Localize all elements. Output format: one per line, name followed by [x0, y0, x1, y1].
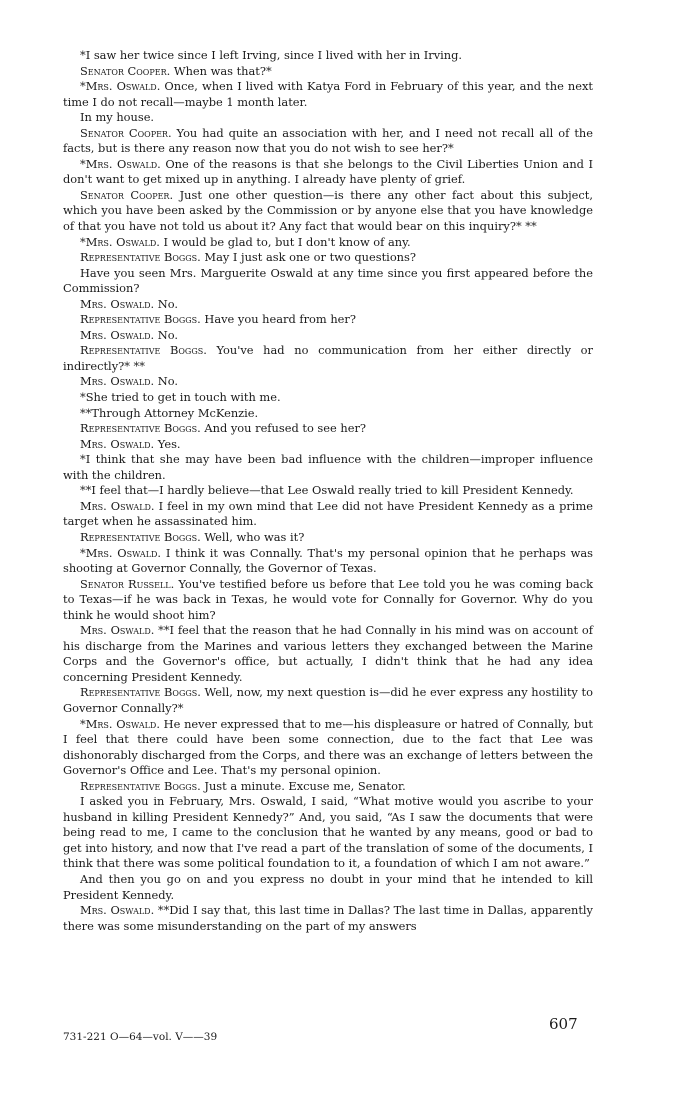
- speaker-name: Representative Boggs.: [80, 778, 201, 793]
- speaker-name: Mrs. Oswald.: [80, 374, 155, 389]
- page-number: 607: [549, 1015, 578, 1033]
- testimony-paragraph: [63, 157, 593, 188]
- speaker-name: Representative Boggs.: [80, 529, 201, 544]
- testimony-paragraph: [63, 499, 593, 530]
- paragraph-text: May I just ask one or two questions?: [200, 250, 416, 265]
- paragraph-text: No.: [154, 374, 179, 389]
- paragraph-text: Well, now, my next question is—did he ever express any hostility to Governor Connally?*: [63, 685, 593, 715]
- testimony-paragraph: [63, 546, 593, 577]
- paragraph-text: *I think that she may have been bad influence with the children—improper influence with the children.: [63, 452, 593, 482]
- speaker-name: *Mrs. Oswald.: [80, 716, 160, 731]
- paragraph-text: And then you go on and you express no doubt in your mind that he intended to kill President Kennedy.: [63, 871, 593, 902]
- speaker-name: Mrs. Oswald.: [80, 623, 155, 638]
- paragraph-text: I feel in my own mind that Lee did not have President Kennedy as a prime target when he assassinated him.: [63, 498, 593, 529]
- speaker-name: Senator Cooper.: [80, 187, 174, 202]
- paragraph-text: Once, when I lived with Katya Ford in February of this year, and the next time I do not recall—maybe 1 month later.: [63, 79, 593, 109]
- paragraph-text: One of the reasons is that she belongs to the Civil Liberties Union and I don't want to get mixed up in anything. I already have plenty of grief.: [63, 156, 593, 187]
- testimony-paragraph: [63, 903, 593, 934]
- testimony-paragraph: [63, 872, 593, 903]
- speaker-name: Representative Boggs.: [80, 343, 207, 358]
- testimony-paragraph: [63, 794, 593, 872]
- paragraph-text: Well, who was it?: [200, 529, 305, 544]
- testimony-paragraph: [63, 530, 593, 546]
- testimony-paragraph: [63, 126, 593, 157]
- testimony-paragraph: [63, 717, 593, 779]
- testimony-paragraph: [63, 79, 593, 110]
- paragraph-text: You had quite an association with her, and I need not recall all of the facts, but is there any reason now that you do not wish to see her?*: [63, 125, 593, 156]
- speaker-name: Mrs. Oswald.: [80, 498, 155, 513]
- testimony-paragraph: [63, 406, 593, 422]
- paragraph-text: **I feel that the reason that he had Connally in his mind was on account of his discharge from the Marines and various letters they exchanged between the Marine Corps and the Governor's office, but actually, I didn't think that he had any idea concerning President Kennedy.: [63, 623, 593, 684]
- testimony-paragraph: [63, 297, 593, 313]
- testimony-paragraph: [63, 328, 593, 344]
- speaker-name: *Mrs. Oswald.: [80, 79, 161, 94]
- testimony-paragraph: [63, 685, 593, 716]
- paragraph-text: I would be glad to, but I don't know of any.: [159, 234, 411, 249]
- paragraph-text: **Through Attorney McKenzie.: [80, 405, 259, 420]
- testimony-paragraph: [63, 64, 593, 80]
- testimony-paragraph: [63, 343, 593, 374]
- paragraph-text: *She tried to get in touch with me.: [80, 390, 281, 405]
- paragraph-text: Just a minute. Excuse me, Senator.: [200, 778, 406, 793]
- print-code: 731-221 O—64—vol. V——39: [63, 1031, 218, 1043]
- testimony-paragraph: [63, 483, 593, 499]
- testimony-paragraph: [63, 312, 593, 328]
- paragraph-text: I asked you in February, Mrs. Oswald, I said, “What motive would you ascribe to your husband in killing President Kennedy?” And, you said, “As I saw the documents that were being read to me, I came to the conclusion that he wanted by any means, good or bad to get into history, and now that I've read a part of the translation of some of the documents, I think that there was some political foundation to it, a foundation of which I am not aware.”: [63, 794, 593, 871]
- testimony-paragraph: [63, 188, 593, 235]
- testimony-paragraph: [63, 421, 593, 437]
- paragraph-text: **Did I say that, this last time in Dallas? The last time in Dallas, apparently there was some misunderstanding on the part of my answers: [63, 903, 593, 933]
- paragraph-text: Just one other question—is there any other fact about this subject, which you have been asked by the Commission or by anyone else that you have knowledge of that you have not told us about it? Any fact that would bear on this inquiry?* **: [63, 187, 593, 234]
- testimony-paragraph: [63, 623, 593, 685]
- paragraph-text: In my house.: [80, 110, 155, 125]
- paragraph-text: And you refused to see her?: [200, 421, 366, 436]
- paragraph-text: When was that?*: [170, 63, 272, 78]
- testimony-page-body: [63, 48, 593, 934]
- speaker-name: Senator Cooper.: [80, 63, 171, 78]
- speaker-name: Representative Boggs.: [80, 421, 201, 436]
- speaker-name: Mrs. Oswald.: [80, 327, 155, 342]
- speaker-name: Representative Boggs.: [80, 250, 201, 265]
- paragraph-text: No.: [154, 296, 179, 311]
- speaker-name: Senator Russell.: [80, 576, 175, 591]
- paragraph-text: You've had no communication from her either directly or indirectly?* **: [63, 343, 593, 373]
- testimony-paragraph: [63, 48, 593, 64]
- speaker-name: Senator Cooper.: [80, 125, 172, 140]
- speaker-name: Mrs. Oswald.: [80, 903, 155, 918]
- testimony-paragraph: [63, 250, 593, 266]
- paragraph-text: Have you seen Mrs. Marguerite Oswald at any time since you first appeared before the Commission?: [63, 265, 593, 296]
- speaker-name: Representative Boggs.: [80, 685, 201, 700]
- paragraph-text: I think it was Connally. That's my personal opinion that he perhaps was shooting at Governor Connally, the Governor of Texas.: [63, 545, 593, 576]
- paragraph-text: You've testified before us before that Lee told you he was coming back to Texas—if he was back in Texas, he would vote for Connally for Governor. Why do you think he would shoot him?: [63, 576, 594, 622]
- paragraph-text: **I feel that—I hardly believe—that Lee Oswald really tried to kill President Kennedy.: [80, 483, 574, 498]
- testimony-paragraph: [63, 235, 593, 251]
- paragraph-text: Yes.: [154, 436, 181, 451]
- speaker-name: *Mrs. Oswald.: [80, 545, 162, 560]
- testimony-paragraph: [63, 390, 593, 406]
- testimony-paragraph: [63, 374, 593, 390]
- speaker-name: *Mrs. Oswald.: [80, 156, 161, 171]
- paragraph-text: He never expressed that to me—his displeasure or hatred of Connally, but I feel that there could have been some connection, due to the fact that Lee was dishonorably discharged from the Corps, and there was an exchange of letters between the Governor's Office and Lee. That's my personal opinion.: [63, 716, 593, 778]
- speaker-name: Representative Boggs.: [80, 312, 201, 327]
- testimony-paragraph: [63, 577, 593, 624]
- paragraph-text: Have you heard from her?: [200, 312, 356, 327]
- paragraph-text: No.: [154, 327, 179, 342]
- testimony-paragraph: [63, 266, 593, 297]
- testimony-paragraph: [63, 779, 593, 795]
- speaker-name: *Mrs. Oswald.: [80, 234, 160, 249]
- testimony-paragraph: [63, 437, 593, 453]
- paragraph-text: *I saw her twice since I left Irving, since I lived with her in Irving.: [80, 48, 463, 62]
- testimony-paragraph: [63, 452, 593, 483]
- speaker-name: Mrs. Oswald.: [80, 436, 155, 451]
- testimony-paragraph: [63, 110, 593, 126]
- speaker-name: Mrs. Oswald.: [80, 296, 155, 311]
